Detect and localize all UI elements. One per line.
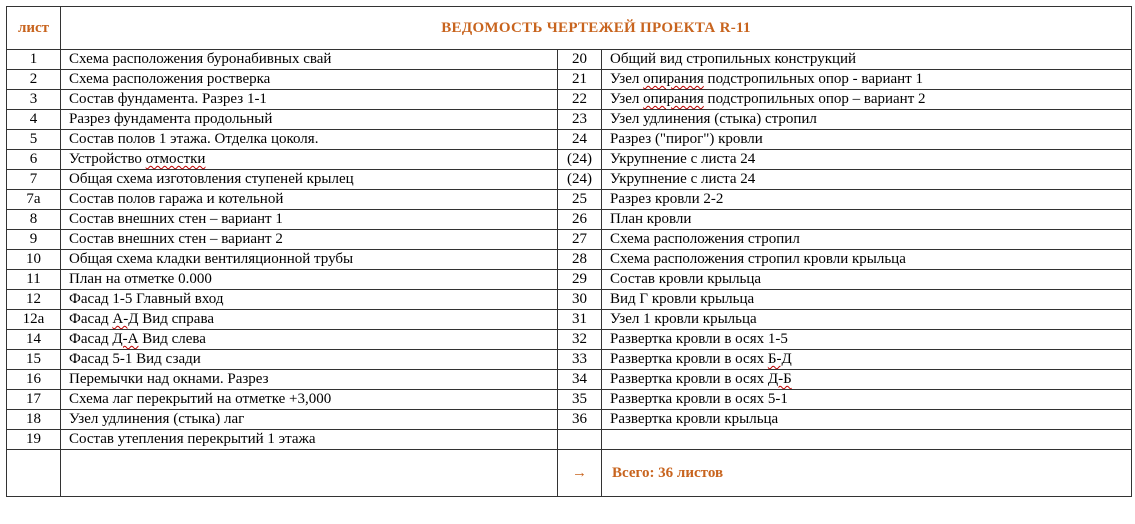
- sheet-number-right: 35: [558, 390, 602, 410]
- table-row: [7, 310, 1132, 330]
- sheet-number-right: 36: [558, 410, 602, 430]
- sheet-title-left: Перемычки над окнами. Разрез: [61, 370, 558, 390]
- sheet-title-left: Узел удлинения (стыка) лаг: [61, 410, 558, 430]
- sheet-number-left: 3: [7, 90, 61, 110]
- sheet-number-left: 10: [7, 250, 61, 270]
- sheet-number-left: 8: [7, 210, 61, 230]
- sheet-number-left: 7а: [7, 190, 61, 210]
- sheet-title-right: [602, 430, 1132, 450]
- sheet-title-right: Узел опирания подстропильных опор – вариант 2: [602, 90, 1132, 110]
- sheet-number-right: 26: [558, 210, 602, 230]
- drawings-register-table: [6, 6, 1132, 497]
- sheet-number-right: 23: [558, 110, 602, 130]
- table-row: [7, 270, 1132, 290]
- table-row: [7, 250, 1132, 270]
- table-row: [7, 190, 1132, 210]
- sheet-title-right: Укрупнение с листа 24: [602, 170, 1132, 190]
- sheet-number-left: 7: [7, 170, 61, 190]
- sheet-title-left: Состав внешних стен – вариант 1: [61, 210, 558, 230]
- sheet-title-left: Фасад А-Д Вид справа: [61, 310, 558, 330]
- spellcheck-underline: Б-Д: [767, 351, 792, 367]
- table-row: [7, 350, 1132, 370]
- sheet-title-right: Развертка кровли в осях Д-Б: [602, 370, 1132, 390]
- sheet-number-left: 12а: [7, 310, 61, 330]
- sheet-number-right: 33: [558, 350, 602, 370]
- sheet-title-left: Фасад 5-1 Вид сзади: [61, 350, 558, 370]
- table-header-row: [7, 7, 1132, 50]
- sheet-number-right: [558, 430, 602, 450]
- sheet-number-right: (24): [558, 170, 602, 190]
- sheet-title-left: Состав фундамента. Разрез 1-1: [61, 90, 558, 110]
- spellcheck-underline: опирания: [643, 91, 704, 107]
- sheet-title-left: Состав полов 1 этажа. Отделка цоколя.: [61, 130, 558, 150]
- spellcheck-underline: опирания: [643, 71, 704, 87]
- sheet-number-right: 21: [558, 70, 602, 90]
- sheet-number-left: 5: [7, 130, 61, 150]
- sheet-title-left: Общая схема изготовления ступеней крылец: [61, 170, 558, 190]
- table-body: [7, 7, 1132, 497]
- spellcheck-underline: отмостки: [145, 151, 206, 167]
- sheet-title-right: Узел удлинения (стыка) стропил: [602, 110, 1132, 130]
- sheet-title-right: Общий вид стропильных конструкций: [602, 50, 1132, 70]
- sheet-title-right: Развертка кровли крыльца: [602, 410, 1132, 430]
- table-row: [7, 390, 1132, 410]
- sheet-number-left: 1: [7, 50, 61, 70]
- sheet-number-right: 24: [558, 130, 602, 150]
- sheet-number-right: 27: [558, 230, 602, 250]
- spellcheck-underline: Д-Б: [767, 371, 792, 387]
- sheet-title-left: Схема лаг перекрытий на отметке +3,000: [61, 390, 558, 410]
- table-row: [7, 210, 1132, 230]
- sheet-title-right: Состав кровли крыльца: [602, 270, 1132, 290]
- table-row: [7, 130, 1132, 150]
- table-row: [7, 90, 1132, 110]
- sheet-number-left: 15: [7, 350, 61, 370]
- sheet-title-left: Состав полов гаража и котельной: [61, 190, 558, 210]
- sheet-title-right: Вид Г кровли крыльца: [602, 290, 1132, 310]
- sheet-title-left: Состав внешних стен – вариант 2: [61, 230, 558, 250]
- sheet-number-left: 17: [7, 390, 61, 410]
- table-row: [7, 370, 1132, 390]
- sheet-title-left: Разрез фундамента продольный: [61, 110, 558, 130]
- sheet-number-right: (24): [558, 150, 602, 170]
- table-row: [7, 290, 1132, 310]
- register-title: ВЕДОМОСТЬ ЧЕРТЕЖЕЙ ПРОЕКТА R-11: [61, 7, 1132, 50]
- sheet-number-right: 22: [558, 90, 602, 110]
- spellcheck-underline: А-Д: [112, 311, 139, 327]
- sheet-title-right: Укрупнение с листа 24: [602, 150, 1132, 170]
- sheet-title-left: Фасад 1-5 Главный вход: [61, 290, 558, 310]
- table-row: [7, 410, 1132, 430]
- sheet-number-right: 28: [558, 250, 602, 270]
- sheet-title-right: Узел 1 кровли крыльца: [602, 310, 1132, 330]
- sheet-title-right: План кровли: [602, 210, 1132, 230]
- sheet-number-left: 12: [7, 290, 61, 310]
- sheet-title-left: Общая схема кладки вентиляционной трубы: [61, 250, 558, 270]
- sheet-title-left: Устройство отмостки: [61, 150, 558, 170]
- sheet-number-left: 18: [7, 410, 61, 430]
- sheet-title-left: Схема расположения ростверка: [61, 70, 558, 90]
- sheet-title-right: Схема расположения стропил: [602, 230, 1132, 250]
- sheet-number-right: 32: [558, 330, 602, 350]
- sheet-number-right: 25: [558, 190, 602, 210]
- sheet-number-left: 19: [7, 430, 61, 450]
- sheet-title-right: Узел опирания подстропильных опор - вариант 1: [602, 70, 1132, 90]
- sheet-title-left: Состав утепления перекрытий 1 этажа: [61, 430, 558, 450]
- sheet-number-right: 31: [558, 310, 602, 330]
- sheet-number-left: 11: [7, 270, 61, 290]
- sheet-number-right: 30: [558, 290, 602, 310]
- table-row: [7, 70, 1132, 90]
- table-row: [7, 170, 1132, 190]
- sheet-number-left: 6: [7, 150, 61, 170]
- sheet-title-right: Развертка кровли в осях Б-Д: [602, 350, 1132, 370]
- table-row: [7, 50, 1132, 70]
- sheet-title-right: Разрез ("пирог") кровли: [602, 130, 1132, 150]
- arrow-icon: →: [558, 450, 602, 497]
- sheet-number-left: 4: [7, 110, 61, 130]
- sheet-title-right: Развертка кровли в осях 5-1: [602, 390, 1132, 410]
- sheet-title-left: Схема расположения буронабивных свай: [61, 50, 558, 70]
- total-sheets-label: Всего: 36 листов: [602, 450, 1132, 497]
- sheet-number-right: 20: [558, 50, 602, 70]
- sheet-title-right: Разрез кровли 2-2: [602, 190, 1132, 210]
- table-row: [7, 150, 1132, 170]
- footer-empty-cell: [7, 450, 61, 497]
- spellcheck-underline: Д-А: [112, 331, 139, 347]
- sheet-title-right: Развертка кровли в осях 1-5: [602, 330, 1132, 350]
- table-row: [7, 110, 1132, 130]
- table-row: [7, 230, 1132, 250]
- sheet-number-left: 16: [7, 370, 61, 390]
- sheet-title-left: Фасад Д-А Вид слева: [61, 330, 558, 350]
- sheet-title-left: План на отметке 0.000: [61, 270, 558, 290]
- table-row: [7, 330, 1132, 350]
- table-footer-row: [7, 450, 1132, 497]
- sheet-number-right: 29: [558, 270, 602, 290]
- footer-empty-cell: [61, 450, 558, 497]
- sheet-title-right: Схема расположения стропил кровли крыльца: [602, 250, 1132, 270]
- sheet-number-left: 2: [7, 70, 61, 90]
- sheet-number-right: 34: [558, 370, 602, 390]
- sheet-column-header: лист: [7, 7, 61, 50]
- sheet-number-left: 14: [7, 330, 61, 350]
- table-row: [7, 430, 1132, 450]
- sheet-number-left: 9: [7, 230, 61, 250]
